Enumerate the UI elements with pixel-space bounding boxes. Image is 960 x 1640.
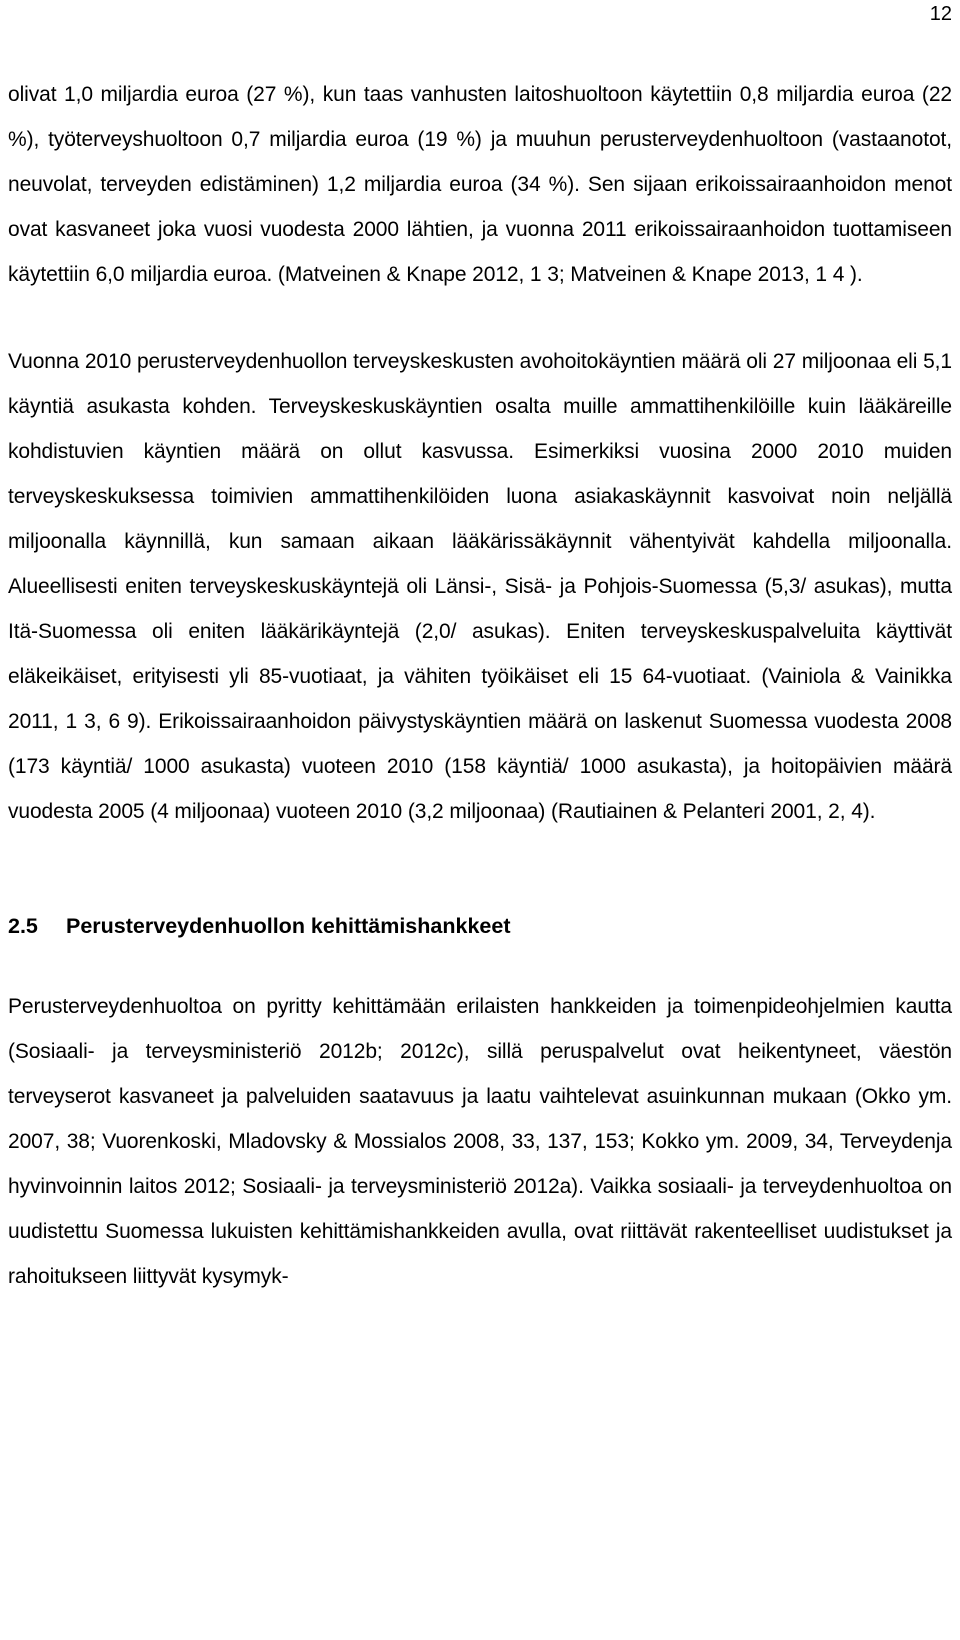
section-number: 2.5 [8,914,38,938]
document-body [8,72,952,1299]
section-heading [8,906,952,946]
paragraph-development-projects: Perusterveydenhuoltoa on pyritty kehittämään erilaisten hankkeiden ja toimenpideohjelmien kautta (Sosiaali- ja terveysministeriö 2012b; 2012c), sillä peruspalvelut ovat heikentyneet, väestön terveyserot kasvaneet ja palveluiden saatavuus ja laatu vaihtelevat asuinkunnan mukaan (Okko ym. 2007, 38; Vuorenkoski, Mladovsky & Mossialos 2008, 33, 137, 153; Kokko ym. 2009, 34, Terveydenja hyvinvoinnin laitos 2012; Sosiaali- ja terveysministeriö 2012a). Vaikka sosiaali- ja terveydenhuoltoa on uudistettu Suomessa lukuisten kehittämishankkeiden avulla, ovat riittävät rakenteelliset uudistukset ja rahoitukseen liittyvät kysymyk- [8,995,952,1288]
section-title: Perusterveydenhuollon kehittämishankkeet [66,914,511,938]
paragraph-health-center-visits: Vuonna 2010 perusterveydenhuollon terveyskeskusten avohoitokäyntien määrä oli 27 miljoonaa eli 5,1 käyntiä asukasta kohden. Terveyskeskuskäyntien osalta muille ammattihenkilöille kuin lääkäreille kohdistuvien käyntien määrä on ollut kasvussa. Esimerkiksi vuosina 2000 2010 muiden terveyskeskuksessa toimivien ammattihenkilöiden luona asiakaskäynnit kasvoivat noin neljällä miljoonalla käynnillä, kun samaan aikaan lääkärissäkäynnit vähentyivät kahdella miljoonalla. Alueellisesti eniten terveyskeskuskäyntejä oli Länsi-, Sisä- ja Pohjois-Suomessa (5,3/ asukas), mutta Itä-Suomessa oli eniten lääkärikäyntejä (2,0/ asukas). Eniten terveyskeskuspalveluita käyttivät eläkeikäiset, erityisesti yli 85-vuotiaat, ja vähiten työikäiset eli 15 64-vuotiaat. (Vainiola & Vainikka 2011, 1 3, 6 9). Erikoissairaanhoidon päivystyskäyntien määrä on laskenut Suomessa vuodesta 2008 (173 käyntiä/ 1000 asukasta) vuoteen 2010 (158 käyntiä/ 1000 asukasta), ja hoitopäivien määrä vuodesta 2005 (4 miljoonaa) vuoteen 2010 (3,2 miljoonaa) (Rautiainen & Pelanteri 2001, 2, 4). [8,350,952,823]
paragraph-healthcare-costs: olivat 1,0 miljardia euroa (27 %), kun taas vanhusten laitoshuoltoon käytettiin 0,8 miljardia euroa (22 %), työterveyshuoltoon 0,7 miljardia euroa (19 %) ja muuhun perusterveydenhuoltoon (vastaanotot, neuvolat, terveyden edistäminen) 1,2 miljardia euroa (34 %). Sen sijaan erikoissairaanhoidon menot ovat kasvaneet joka vuosi vuodesta 2000 lähtien, ja vuonna 2011 erikoissairaanhoidon tuottamiseen käytettiin 6,0 miljardia euroa. (Matveinen & Knape 2012, 1 3; Matveinen & Knape 2013, 1 4 ). [8,83,952,286]
section-spacer [8,834,952,906]
page-number: 12 [929,3,952,25]
heading-spacer [8,946,952,984]
paragraph-spacer [8,297,952,339]
